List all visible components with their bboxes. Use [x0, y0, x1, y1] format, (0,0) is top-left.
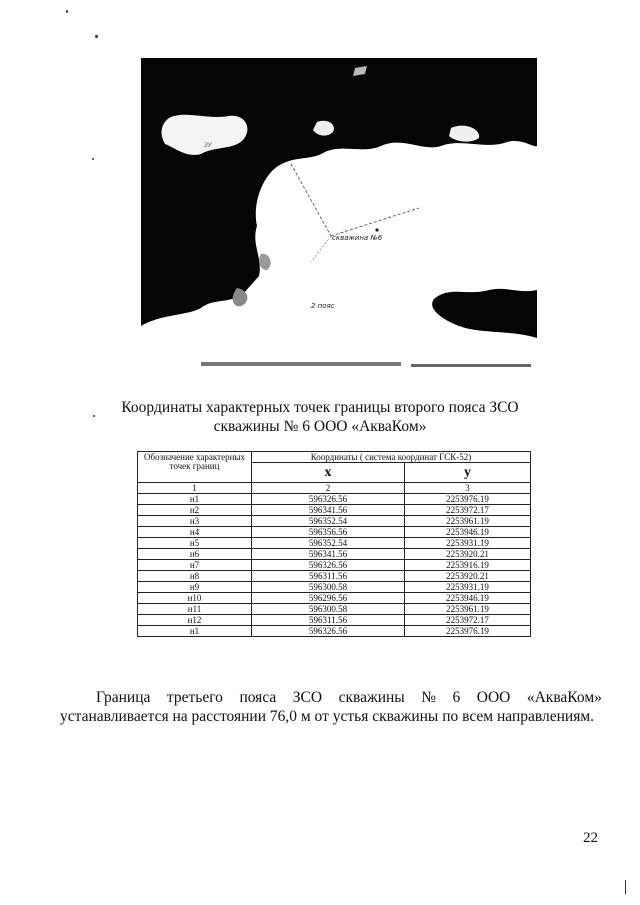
point-cell: н11: [138, 604, 252, 615]
point-cell: н6: [138, 549, 252, 560]
paragraph-word: ООО: [476, 689, 511, 706]
map-shapes: [141, 58, 537, 374]
x-cell: 596352.54: [252, 516, 405, 527]
x-cell: 596300.58: [252, 582, 405, 593]
paragraph-word: скважины: [338, 689, 405, 706]
scan-speck: [625, 880, 626, 894]
point-cell: н3: [138, 516, 252, 527]
table-row: [138, 527, 531, 538]
point-cell: н8: [138, 571, 252, 582]
point-cell: н2: [138, 505, 252, 516]
point-cell: н10: [138, 593, 252, 604]
x-cell: 596341.56: [252, 505, 405, 516]
y-cell: 2253976.19: [405, 626, 531, 637]
point-cell: н7: [138, 560, 252, 571]
table-row: [138, 505, 531, 516]
table-body: [138, 483, 531, 637]
paragraph-line-2: устанавливается на расстоянии 76,0 м от устья скважины по всем направлениям.: [60, 708, 595, 725]
point-cell: н4: [138, 527, 252, 538]
y-cell: 2253920.21: [405, 571, 531, 582]
x-cell: 596311.56: [252, 615, 405, 626]
corner-label: ЗУ: [204, 142, 212, 149]
zone-label: 2 пояс: [311, 302, 335, 310]
point-cell: н12: [138, 615, 252, 626]
table-row: [138, 571, 531, 582]
paragraph-word: №: [421, 689, 436, 706]
well-label: скважина №6: [332, 234, 383, 242]
header-designation: Обозначение характерных точек границ: [138, 452, 252, 483]
x-cell: 596326.56: [252, 560, 405, 571]
coordinates-table: [137, 451, 531, 637]
caption-line-2: скважины № 6 ООО «АкваКом»: [213, 418, 427, 435]
caption-line-1: Координаты характерных точек границы второго пояса ЗСО: [121, 399, 519, 416]
point-cell: н9: [138, 582, 252, 593]
paragraph-word: ЗСО: [292, 689, 323, 706]
header-x: x: [252, 463, 405, 483]
paragraph-word: 6: [452, 689, 461, 706]
paragraph-word: третьего: [166, 689, 223, 706]
column-number-row: [138, 483, 531, 494]
table-row: [138, 538, 531, 549]
point-cell: н1: [138, 494, 252, 505]
table-row: [138, 593, 531, 604]
y-cell: 2253972.17: [405, 615, 531, 626]
x-cell: 596341.56: [252, 549, 405, 560]
y-cell: 2253961.19: [405, 604, 531, 615]
page-number: 22: [583, 830, 598, 846]
column-number: 2: [252, 483, 405, 494]
table-row: [138, 516, 531, 527]
column-number: 3: [405, 483, 531, 494]
header-y: y: [405, 463, 531, 483]
table-row: [138, 582, 531, 593]
x-cell: 596300.58: [252, 604, 405, 615]
y-cell: 2253976.19: [405, 494, 531, 505]
paragraph-word: пояса: [239, 689, 277, 706]
x-cell: 596352.54: [252, 538, 405, 549]
scan-speck: [95, 35, 98, 38]
body-paragraph: [60, 688, 602, 726]
point-cell: н5: [138, 538, 252, 549]
y-cell: 2253946.19: [405, 527, 531, 538]
zone-map-image: [141, 58, 537, 374]
header-coordinates: Координаты ( система координат ГСК-52): [252, 452, 531, 463]
y-cell: 2253961.19: [405, 516, 531, 527]
x-cell: 596311.56: [252, 571, 405, 582]
y-cell: 2253920.21: [405, 549, 531, 560]
y-cell: 2253931.19: [405, 538, 531, 549]
y-cell: 2253931.19: [405, 582, 531, 593]
paragraph-word: «АкваКом»: [526, 689, 602, 706]
scan-speck: [92, 158, 94, 160]
table-row: [138, 494, 531, 505]
table-caption: [60, 398, 580, 436]
x-cell: 596296.56: [252, 593, 405, 604]
y-cell: 2253972.17: [405, 505, 531, 516]
table-row: [138, 615, 531, 626]
y-cell: 2253916.19: [405, 560, 531, 571]
paragraph-line-1: [60, 688, 602, 707]
x-cell: 596326.56: [252, 626, 405, 637]
paragraph-word: Граница: [96, 689, 151, 706]
column-number: 1: [138, 483, 252, 494]
x-cell: 596326.56: [252, 494, 405, 505]
y-cell: 2253946.19: [405, 593, 531, 604]
table-row: [138, 560, 531, 571]
table-row: [138, 626, 531, 637]
point-cell: н1: [138, 626, 252, 637]
scan-speck: [66, 10, 68, 13]
x-cell: 596356.56: [252, 527, 405, 538]
table-row: [138, 549, 531, 560]
table-row: [138, 604, 531, 615]
